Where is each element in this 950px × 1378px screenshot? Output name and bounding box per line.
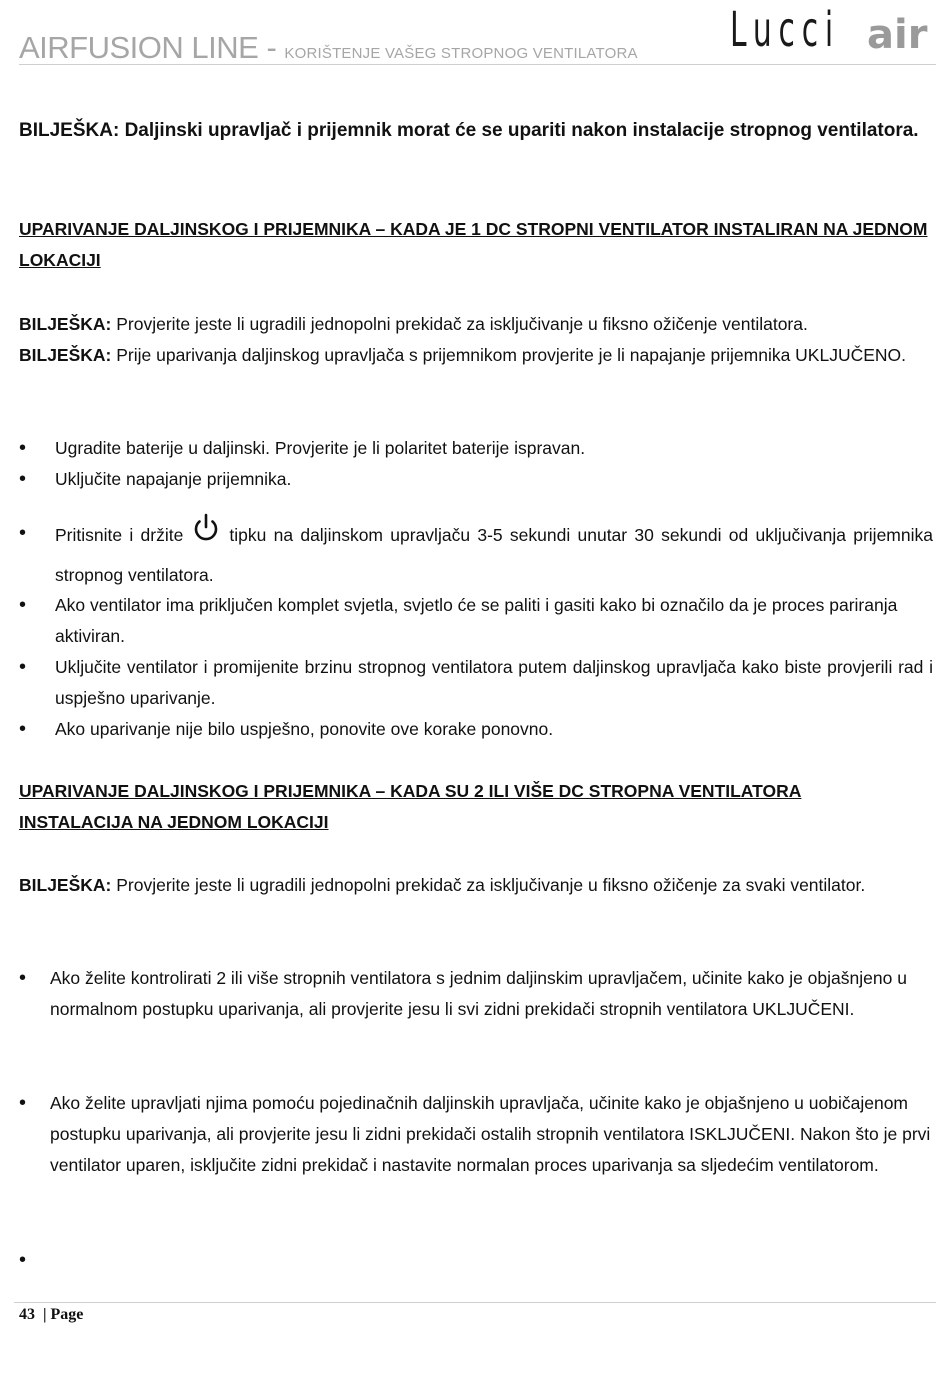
list-item-text: Ako želite upravljati njima pomoću pojedinačnih daljinskih upravljača, učinite kako je objašnjeno u uobičajenom postupku uparivanja, ali provjerite jesu li zidni prekidači ostalih stropnih ventilatora ISKLJUČENI. Nakon što je prvi ventilator uparen, isključite zidni prekidač i nastavite normalan proces uparivanja sa sljedećim ventilatorom. (50, 1093, 931, 1175)
section2-heading: UPARIVANJE DALJINSKOG I PRIJEMNIKA – KADA SU 2 ILI VIŠE DC STROPNA VENTILATORA INSTALACIJA NA JEDNOM LOKACIJI (19, 781, 802, 832)
brand-logo (730, 2, 928, 62)
list-item (19, 714, 933, 745)
list-item (19, 433, 933, 464)
header-divider (19, 64, 936, 65)
page-label: | Page (43, 1306, 84, 1323)
list-item-text: Ako uparivanje nije bilo uspješno, ponovite ove korake ponovno. (55, 719, 554, 739)
list-item-text: Ugradite baterije u daljinski. Provjerite je li polaritet baterije ispravan. (55, 438, 586, 458)
header-title-sub: KORIŠTENJE VAŠEG STROPNOG VENTILATORA (284, 45, 638, 62)
note-label: BILJEŠKA: (19, 314, 112, 334)
list-item-text: Ako želite kontrolirati 2 ili više stropnih ventilatora s jednim daljinskim upravljačem, učinite kako je objašnjeno u normalnom postupku uparivanja, ali provjerite jesu li svi zidni prekidači stropnih ventilatora UKLJUČENI. (50, 968, 907, 1019)
bullet-icon: • (19, 967, 27, 989)
logo-text-air: air (867, 12, 928, 58)
list-item-text: Uključite napajanje prijemnika. (55, 469, 292, 489)
page-header-title (19, 30, 638, 66)
header-title-separator: - (258, 30, 285, 65)
note-text: Provjerite jeste li ugradili jednopolni prekidač za isključivanje u fiksno ožičenje ventilatora. (111, 314, 808, 334)
list-item (19, 1088, 933, 1181)
list-item (19, 590, 933, 652)
note-text: Provjerite jeste li ugradili jednopolni prekidač za isključivanje u fiksno ožičenje za svaki ventilator. (111, 875, 866, 895)
bullet-icon: • (19, 1092, 27, 1114)
list-item-text: Ako ventilator ima priključen komplet svjetla, svjetlo će se paliti i gasiti kako bi označilo da je proces pariranja aktiviran. (55, 595, 898, 646)
list-item (19, 652, 933, 714)
header-title-main: AIRFUSION LINE (19, 30, 259, 65)
power-instruction-before: Pritisnite i držite (55, 525, 184, 545)
intro-note: BILJEŠKA: Daljinski upravljač i prijemnik morat će se upariti nakon instalacije stropnog ventilatora. (19, 120, 919, 141)
bullet-icon: • (19, 437, 27, 459)
section2-note (19, 870, 933, 901)
section1-note1 (19, 309, 933, 340)
bullet-icon: • (19, 718, 27, 740)
footer-divider (14, 1302, 936, 1303)
note-label: BILJEŠKA: (19, 875, 112, 895)
bullet-icon: • (19, 522, 27, 544)
section1-heading: UPARIVANJE DALJINSKOG I PRIJEMNIKA – KADA JE 1 DC STROPNI VENTILATOR INSTALIRAN NA JEDNOM LOKACIJI (19, 219, 928, 270)
logo-text-lucci: Lucci (730, 2, 841, 58)
power-instruction-after: tipku na daljinskom upravljaču 3-5 sekundi unutar 30 sekundi od uključivanja prijemnika stropnog ventilatora. (55, 525, 933, 585)
page-number: 43 (19, 1306, 35, 1323)
section1-note2 (19, 340, 933, 371)
bullet-icon: • (19, 1249, 27, 1271)
list-item-text: Uključite ventilator i promijenite brzinu stropnog ventilatora putem daljinskog upravljača kako biste provjerili rad i uspješno uparivanje. (55, 657, 933, 708)
page-footer (19, 1304, 83, 1326)
list-item (19, 963, 933, 1025)
list-item (19, 464, 933, 495)
note-text: Prije uparivanja daljinskog upravljača s prijemnikom provjerite je li napajanje prijemnika UKLJUČENO. (111, 345, 907, 365)
bullet-icon: • (19, 594, 27, 616)
bullet-icon: • (19, 656, 27, 678)
bullet-icon: • (19, 468, 27, 490)
note-label: BILJEŠKA: (19, 345, 112, 365)
power-icon (191, 513, 221, 543)
list-item-power (19, 513, 933, 595)
list-item-text (55, 513, 933, 595)
